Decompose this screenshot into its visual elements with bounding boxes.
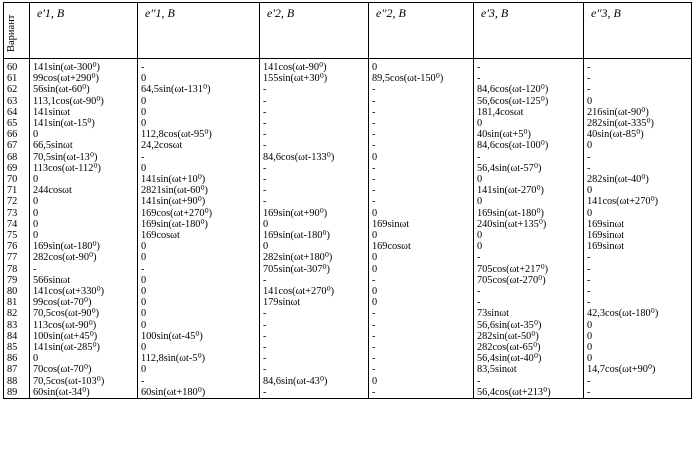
cell-e3-double-prime: 0 — [584, 342, 692, 353]
cell-e1-prime: 141sin(ωt-285⁰) — [30, 342, 138, 353]
cell-e2-double-prime: 0 — [369, 208, 474, 219]
cell-e1-prime: 70,5sin(ωt-13⁰) — [30, 152, 138, 163]
cell-e1-prime: 99cos(ωt+290⁰) — [30, 73, 138, 84]
cell-e2-prime: - — [260, 185, 369, 196]
cell-variant: 73 — [4, 208, 30, 219]
cell-e3-double-prime: - — [584, 286, 692, 297]
cell-e3-prime: 56,6cos(ωt-125⁰) — [474, 96, 584, 107]
table-row — [4, 185, 692, 196]
cell-e2-prime: 169sin(ωt+90⁰) — [260, 208, 369, 219]
cell-e2-double-prime: - — [369, 342, 474, 353]
cell-e3-double-prime: - — [584, 59, 692, 74]
cell-e1-prime: 141sin(ωt-15⁰) — [30, 118, 138, 129]
cell-variant: 64 — [4, 107, 30, 118]
cell-e3-prime: 181,4cosωt — [474, 107, 584, 118]
cell-e3-double-prime: - — [584, 84, 692, 95]
cell-e2-double-prime: 0 — [369, 286, 474, 297]
cell-e1-prime: 100sin(ωt+45⁰) — [30, 331, 138, 342]
cell-e1-double-prime: 112,8sin(ωt-5⁰) — [138, 353, 260, 364]
cell-variant: 80 — [4, 286, 30, 297]
variants-table — [3, 2, 692, 399]
cell-e1-double-prime: 0 — [138, 297, 260, 308]
cell-e2-prime: - — [260, 174, 369, 185]
cell-e1-double-prime: 24,2cosωt — [138, 140, 260, 151]
table-row — [4, 286, 692, 297]
cell-e1-double-prime: 0 — [138, 252, 260, 263]
cell-e2-double-prime: - — [369, 185, 474, 196]
header-e1-double-prime: e''1, B — [138, 3, 260, 59]
cell-e1-prime: 141cos(ωt+330⁰) — [30, 286, 138, 297]
cell-e2-prime: 0 — [260, 241, 369, 252]
cell-e1-double-prime: 169sin(ωt-180⁰) — [138, 219, 260, 230]
table-container — [3, 2, 692, 399]
cell-e3-prime: 141sin(ωt-270⁰) — [474, 185, 584, 196]
table-row — [4, 230, 692, 241]
cell-e3-prime: 84,6cos(ωt-120⁰) — [474, 84, 584, 95]
cell-variant: 83 — [4, 320, 30, 331]
cell-e1-double-prime: - — [138, 376, 260, 387]
cell-e2-prime: 282sin(ωt+180⁰) — [260, 252, 369, 263]
cell-e2-double-prime: - — [369, 163, 474, 174]
cell-e1-double-prime: 0 — [138, 96, 260, 107]
cell-variant: 85 — [4, 342, 30, 353]
cell-e1-prime: 0 — [30, 208, 138, 219]
cell-e3-double-prime: - — [584, 376, 692, 387]
header-e1-prime: e'1, B — [30, 3, 138, 59]
cell-e3-double-prime: 169sinωt — [584, 219, 692, 230]
cell-e1-prime: 99cos(ωt-70⁰) — [30, 297, 138, 308]
cell-e3-double-prime: 0 — [584, 353, 692, 364]
table-body — [4, 59, 692, 399]
cell-e1-double-prime: 2821sin(ωt-60⁰) — [138, 185, 260, 196]
cell-e2-double-prime: - — [369, 331, 474, 342]
cell-e1-double-prime: - — [138, 59, 260, 74]
table-row — [4, 208, 692, 219]
cell-e3-prime: 0 — [474, 174, 584, 185]
cell-variant: 78 — [4, 264, 30, 275]
cell-e1-prime: 70,5cos(ωt-90⁰) — [30, 308, 138, 319]
table-row — [4, 275, 692, 286]
cell-e3-double-prime: 42,3cos(ωt-180⁰) — [584, 308, 692, 319]
cell-e1-prime: 70cos(ωt-70⁰) — [30, 364, 138, 375]
cell-variant: 82 — [4, 308, 30, 319]
table-row — [4, 196, 692, 207]
cell-variant: 66 — [4, 129, 30, 140]
cell-e1-prime: 0 — [30, 219, 138, 230]
cell-e3-prime: 56,4cos(ωt+213⁰) — [474, 387, 584, 399]
table-row — [4, 342, 692, 353]
header-e3-double-prime: e''3, B — [584, 3, 692, 59]
cell-e3-prime: - — [474, 286, 584, 297]
table-row — [4, 174, 692, 185]
cell-e3-prime: - — [474, 73, 584, 84]
table-row — [4, 252, 692, 263]
cell-e1-double-prime: 100sin(ωt-45⁰) — [138, 331, 260, 342]
cell-e2-double-prime: 0 — [369, 230, 474, 241]
cell-e2-double-prime: - — [369, 353, 474, 364]
table-row — [4, 59, 692, 74]
cell-e2-prime: 0 — [260, 219, 369, 230]
table-row — [4, 387, 692, 399]
cell-e3-prime: 282cos(ωt-65⁰) — [474, 342, 584, 353]
table-row — [4, 118, 692, 129]
cell-e1-prime: 141sinωt — [30, 107, 138, 118]
cell-e2-double-prime: - — [369, 140, 474, 151]
cell-e3-double-prime: 216sin(ωt-90⁰) — [584, 107, 692, 118]
cell-e2-prime: - — [260, 364, 369, 375]
cell-e1-prime: 113,1cos(ωt-90⁰) — [30, 96, 138, 107]
cell-e1-double-prime: 0 — [138, 73, 260, 84]
cell-e3-double-prime: 0 — [584, 331, 692, 342]
cell-e3-double-prime: 0 — [584, 208, 692, 219]
cell-e1-double-prime: 0 — [138, 275, 260, 286]
cell-e3-prime: 56,6sin(ωt-35⁰) — [474, 320, 584, 331]
cell-e3-prime: - — [474, 152, 584, 163]
cell-e3-double-prime: 282sin(ωt-40⁰) — [584, 174, 692, 185]
cell-e3-prime: 0 — [474, 118, 584, 129]
cell-e3-double-prime: 282sin(ωt-335⁰) — [584, 118, 692, 129]
cell-variant: 77 — [4, 252, 30, 263]
table-row — [4, 241, 692, 252]
cell-variant: 61 — [4, 73, 30, 84]
cell-e3-double-prime: 169sinωt — [584, 230, 692, 241]
cell-e2-double-prime: - — [369, 107, 474, 118]
cell-e2-double-prime: - — [369, 118, 474, 129]
cell-e3-prime: 705cos(ωt+217⁰) — [474, 264, 584, 275]
cell-e2-prime: - — [260, 163, 369, 174]
cell-e3-prime: - — [474, 59, 584, 74]
table-row — [4, 107, 692, 118]
cell-e2-double-prime: - — [369, 96, 474, 107]
cell-variant: 81 — [4, 297, 30, 308]
header-e2-prime: e'2, B — [260, 3, 369, 59]
table-row — [4, 73, 692, 84]
cell-variant: 71 — [4, 185, 30, 196]
cell-e2-prime: - — [260, 129, 369, 140]
cell-e3-double-prime: 169sinωt — [584, 241, 692, 252]
cell-e3-double-prime: 14,7cos(ωt+90⁰) — [584, 364, 692, 375]
cell-e3-double-prime: - — [584, 297, 692, 308]
cell-e1-double-prime: 141sin(ωt+90⁰) — [138, 196, 260, 207]
cell-variant: 63 — [4, 96, 30, 107]
cell-e1-double-prime: - — [138, 264, 260, 275]
cell-variant: 62 — [4, 84, 30, 95]
cell-variant: 60 — [4, 59, 30, 74]
cell-variant: 72 — [4, 196, 30, 207]
table-row — [4, 364, 692, 375]
cell-e3-prime: 0 — [474, 241, 584, 252]
cell-e1-double-prime: 0 — [138, 286, 260, 297]
cell-e2-prime: 705sin(ωt-307⁰) — [260, 264, 369, 275]
cell-e3-prime: 169sin(ωt-180⁰) — [474, 208, 584, 219]
cell-e2-prime: 169sin(ωt-180⁰) — [260, 230, 369, 241]
table-row — [4, 140, 692, 151]
table-row — [4, 264, 692, 275]
cell-e2-double-prime: 0 — [369, 152, 474, 163]
cell-e2-prime: - — [260, 96, 369, 107]
cell-e3-prime: 282sin(ωt-50⁰) — [474, 331, 584, 342]
table-row — [4, 376, 692, 387]
table-row — [4, 308, 692, 319]
cell-e2-double-prime: - — [369, 84, 474, 95]
cell-e1-double-prime: 0 — [138, 342, 260, 353]
cell-e2-prime: - — [260, 196, 369, 207]
cell-e3-prime: - — [474, 297, 584, 308]
cell-e2-double-prime: - — [369, 174, 474, 185]
cell-e2-double-prime: 169cosωt — [369, 241, 474, 252]
cell-variant: 70 — [4, 174, 30, 185]
cell-e3-double-prime: - — [584, 152, 692, 163]
cell-e1-prime: 244cosωt — [30, 185, 138, 196]
table-row — [4, 331, 692, 342]
cell-e1-double-prime: 112,8cos(ωt-95⁰) — [138, 129, 260, 140]
cell-e3-prime: 240sin(ωt+135⁰) — [474, 219, 584, 230]
cell-e2-double-prime: 0 — [369, 376, 474, 387]
cell-e1-double-prime: - — [138, 152, 260, 163]
table-row — [4, 84, 692, 95]
cell-e1-prime: 282cos(ωt-90⁰) — [30, 252, 138, 263]
cell-e1-double-prime: 0 — [138, 107, 260, 118]
cell-e3-double-prime: - — [584, 275, 692, 286]
cell-e3-double-prime: - — [584, 264, 692, 275]
cell-e1-prime: 169sin(ωt-180⁰) — [30, 241, 138, 252]
cell-e1-prime: 56sin(ωt-60⁰) — [30, 84, 138, 95]
cell-variant: 74 — [4, 219, 30, 230]
cell-e2-double-prime: - — [369, 387, 474, 399]
cell-e2-prime: - — [260, 107, 369, 118]
cell-e2-prime: - — [260, 84, 369, 95]
cell-e1-prime: 0 — [30, 174, 138, 185]
cell-e2-prime: - — [260, 342, 369, 353]
cell-e2-double-prime: 169sinωt — [369, 219, 474, 230]
cell-e3-double-prime: - — [584, 73, 692, 84]
cell-e1-prime: 113cos(ωt-112⁰) — [30, 163, 138, 174]
cell-e3-double-prime: 40sin(ωt-85⁰) — [584, 129, 692, 140]
cell-e3-prime: - — [474, 376, 584, 387]
header-row — [4, 3, 692, 59]
cell-e3-double-prime: 0 — [584, 140, 692, 151]
cell-e1-double-prime: 0 — [138, 308, 260, 319]
cell-variant: 69 — [4, 163, 30, 174]
cell-e1-double-prime: 169cos(ωt+270⁰) — [138, 208, 260, 219]
cell-e1-double-prime: 0 — [138, 364, 260, 375]
cell-e1-double-prime: 60sin(ωt+180⁰) — [138, 387, 260, 399]
cell-e1-prime: 66,5sinωt — [30, 140, 138, 151]
cell-variant: 89 — [4, 387, 30, 399]
cell-e1-prime: 566sinωt — [30, 275, 138, 286]
cell-e2-prime: 141cos(ωt-90⁰) — [260, 59, 369, 74]
cell-variant: 84 — [4, 331, 30, 342]
cell-e3-double-prime: - — [584, 163, 692, 174]
header-e3-prime: e'3, B — [474, 3, 584, 59]
cell-e2-double-prime: - — [369, 364, 474, 375]
cell-variant: 88 — [4, 376, 30, 387]
cell-e1-prime: - — [30, 264, 138, 275]
cell-e2-prime: - — [260, 308, 369, 319]
cell-e2-double-prime: - — [369, 275, 474, 286]
cell-e2-prime: 141cos(ωt+270⁰) — [260, 286, 369, 297]
cell-e1-double-prime: 0 — [138, 118, 260, 129]
cell-e2-prime: - — [260, 275, 369, 286]
table-row — [4, 129, 692, 140]
header-e2-double-prime: e''2, B — [369, 3, 474, 59]
cell-e2-double-prime: 89,5cos(ωt-150⁰) — [369, 73, 474, 84]
cell-e2-double-prime: - — [369, 308, 474, 319]
cell-e2-double-prime: 0 — [369, 252, 474, 263]
cell-e1-prime: 0 — [30, 196, 138, 207]
cell-e1-prime: 0 — [30, 230, 138, 241]
cell-variant: 79 — [4, 275, 30, 286]
cell-e2-prime: - — [260, 320, 369, 331]
cell-e3-prime: 83,5sinωt — [474, 364, 584, 375]
cell-e2-prime: 179sinωt — [260, 297, 369, 308]
table-row — [4, 163, 692, 174]
cell-variant: 87 — [4, 364, 30, 375]
cell-variant: 65 — [4, 118, 30, 129]
cell-e2-double-prime: 0 — [369, 59, 474, 74]
table-row — [4, 152, 692, 163]
cell-e2-prime: - — [260, 140, 369, 151]
table-row — [4, 353, 692, 364]
cell-e2-double-prime: - — [369, 129, 474, 140]
cell-e2-prime: 84,6cos(ωt-133⁰) — [260, 152, 369, 163]
table-row — [4, 297, 692, 308]
cell-e1-prime: 0 — [30, 353, 138, 364]
cell-e1-double-prime: 0 — [138, 320, 260, 331]
cell-e3-prime: 73sinωt — [474, 308, 584, 319]
cell-e3-prime: - — [474, 252, 584, 263]
cell-variant: 76 — [4, 241, 30, 252]
cell-e2-double-prime: 0 — [369, 297, 474, 308]
header-variant-label: Вариант — [6, 14, 17, 52]
cell-e1-prime: 60sin(ωt-34⁰) — [30, 387, 138, 399]
cell-e2-prime: - — [260, 118, 369, 129]
cell-e3-double-prime: 0 — [584, 320, 692, 331]
cell-e2-prime: - — [260, 353, 369, 364]
cell-e2-double-prime: - — [369, 320, 474, 331]
cell-e1-double-prime: 64,5sin(ωt-131⁰) — [138, 84, 260, 95]
cell-variant: 68 — [4, 152, 30, 163]
cell-e2-prime: - — [260, 331, 369, 342]
cell-e1-prime: 141sin(ωt-300⁰) — [30, 59, 138, 74]
cell-e1-double-prime: 0 — [138, 163, 260, 174]
table-row — [4, 96, 692, 107]
cell-variant: 67 — [4, 140, 30, 151]
cell-e3-prime: 84,6cos(ωt-100⁰) — [474, 140, 584, 151]
cell-e3-double-prime: - — [584, 387, 692, 399]
cell-e3-prime: 40sin(ωt+5⁰) — [474, 129, 584, 140]
cell-variant: 75 — [4, 230, 30, 241]
cell-e1-double-prime: 0 — [138, 241, 260, 252]
cell-e2-double-prime: - — [369, 196, 474, 207]
cell-e2-prime: 84,6sin(ωt-43⁰) — [260, 376, 369, 387]
table-row — [4, 320, 692, 331]
cell-e3-prime: 0 — [474, 230, 584, 241]
cell-e2-prime: 155sin(ωt+30⁰) — [260, 73, 369, 84]
cell-e1-double-prime: 169cosωt — [138, 230, 260, 241]
cell-e3-double-prime: - — [584, 252, 692, 263]
cell-e1-prime: 70,5cos(ωt-103⁰) — [30, 376, 138, 387]
cell-e1-prime: 0 — [30, 129, 138, 140]
cell-e3-double-prime: 141cos(ωt+270⁰) — [584, 196, 692, 207]
cell-e3-double-prime: 0 — [584, 96, 692, 107]
cell-e1-double-prime: 141sin(ωt+10⁰) — [138, 174, 260, 185]
cell-e2-prime: - — [260, 387, 369, 399]
cell-e2-double-prime: 0 — [369, 264, 474, 275]
cell-e3-prime: 56,4sin(ωt-57⁰) — [474, 163, 584, 174]
cell-e3-double-prime: 0 — [584, 185, 692, 196]
cell-e3-prime: 0 — [474, 196, 584, 207]
cell-variant: 86 — [4, 353, 30, 364]
cell-e3-prime: 705cos(ωt-270⁰) — [474, 275, 584, 286]
cell-e3-prime: 56,4sin(ωt-40⁰) — [474, 353, 584, 364]
cell-e1-prime: 113cos(ωt-90⁰) — [30, 320, 138, 331]
table-row — [4, 219, 692, 230]
header-variant — [4, 3, 30, 59]
